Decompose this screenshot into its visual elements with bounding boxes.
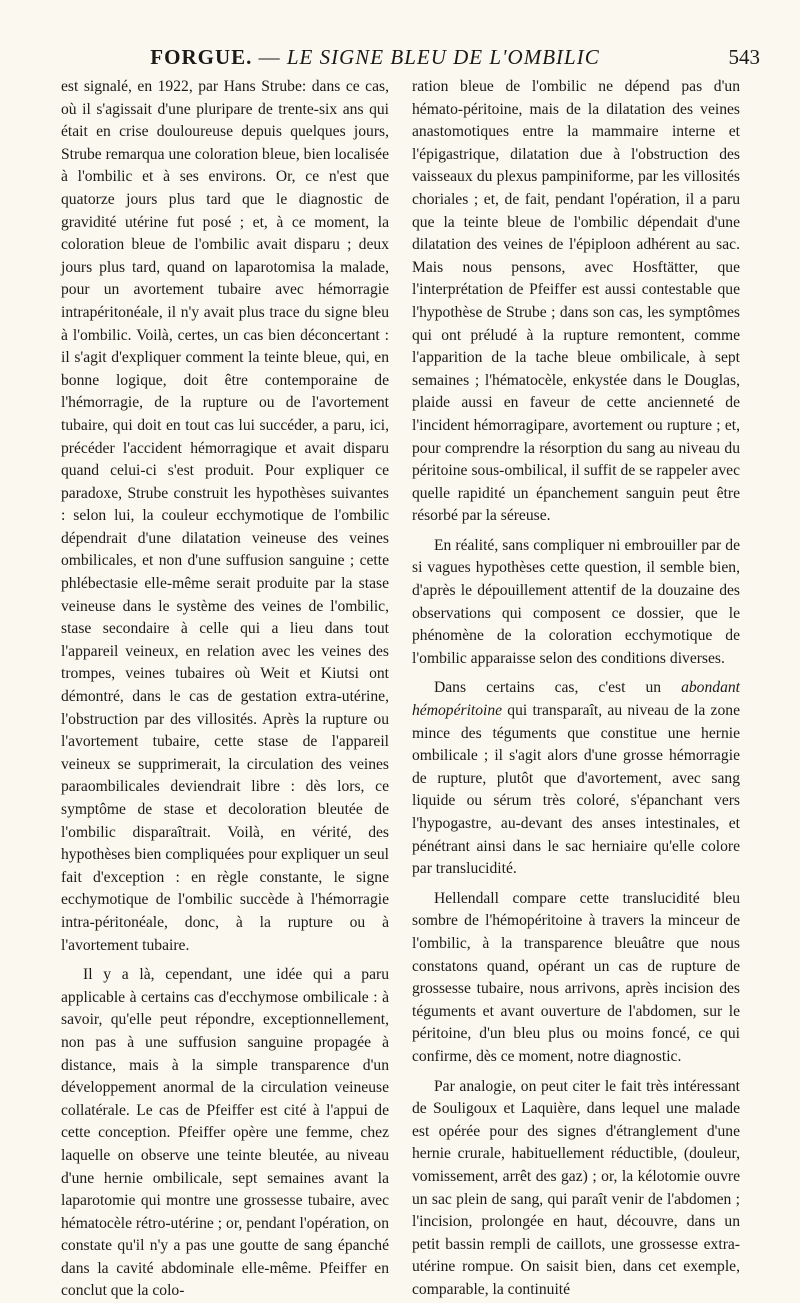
left-paragraph-2: Il y a là, cependant, une idée qui a paru applicable à certains cas d'ecchymose ombilicale : à savoir, qu'elle peut répondre, exceptionnellement, non pas à une suffusion sanguine propagée à distance, mais à la simple transparence d'un développement anormal de la circulation veineuse collatérale. Le cas de Pfeiffer est cité à l'appui de cette conception. Pfeiffer opère une femme, chez laquelle on observe une teinte bleutée, au niveau d'une hernie ombilicale, sept semaines avant la laparotomie qui montre une grossesse tubaire, avec hématocèle rétro-utérine ; or, pendant l'opération, on constate qu'il n'y a pas une goutte de sang épanché dans la cavité abdominale elle-même. Pfeiffer en conclut que la colo-	[61, 966, 389, 1300]
left-column	[61, 76, 389, 1303]
p3-rest: qui transparaît, au niveau de la zone mince des téguments que constitue une hernie ombilicale ; il s'agit alors d'une grosse hémorragie de rupture, plutôt que d'avortement, avec sang liquide ou sérum très coloré, s'épanchant vers l'hypogastre, au-devant des anses intestinales, et pénétrant ainsi dans le sac herniaire qu'elle colore par translucidité.	[412, 702, 740, 878]
right-paragraph-5: Par analogie, on peut citer le fait très intéressant de Souligoux et Laquière, dans lequel une malade est opérée pour des signes d'étranglement d'une hernie crurale, habituellement réductible, (douleur, vomissement, arrêt des gaz) ; or, la kélotomie ouvre un sac plein de sang, qui paraît venir de l'abdomen ; l'incision, prolongée en haut, découvre, dans un petit bassin rempli de caillots, une grossesse extra-utérine rompue. On saisit bien, dans cet exemple, comparable, la continuité	[412, 1077, 740, 1298]
page-number: 543	[728, 44, 760, 69]
right-paragraph-1: ration bleue de l'ombilic ne dépend pas d'un hémato-péritoine, mais de la dilatation des veines anastomotiques entre la mammaire interne et l'épigastrique, dilatation due à l'obstruction des vaisseaux du plexus pampiniforme, par les villosités choriales ; et, de fait, pendant l'opération, il a paru que la teinte bleue de l'ombilic dépendait d'une dilatation des veines de l'épiploon adhérent au sac. Mais nous pensons, avec Hosftätter, que l'interprétation de Pfeiffer est aussi contestable que l'hypothèse de Strube ; dans son cas, les symptômes qui ont préludé à la rupture remontent, comme l'apparition de la tache bleue ombilicale, à sept semaines ; l'hématocèle, enkystée dans le Douglas, plaide aussi en faveur de cette ancienneté de l'incident hémorragipare, avortement ou rupture ; et, pour comprendre la résorption du sang au niveau du péritoine sous-ombilical, il suffit de se rappeler avec quelle rapidité un épanchement sanguin peut être résorbé par la séreuse.	[412, 78, 740, 525]
header-author: FORGUE.	[150, 44, 253, 69]
left-paragraph-1: est signalé, en 1922, par Hans Strube: dans ce cas, où il s'agissait d'une pluripare de trente-six ans qui était en crise douloureuse depuis quelques jours, Strube remarqua une coloration bleue, bien localisée à l'ombilic et à ses environs. Or, ce n'est que quatorze jours plus tard que le diagnostic de gravidité utérine fut posé ; et, à ce moment, la coloration bleue de l'ombilic avait disparu ; deux jours plus tard, quand on laparotomisa la malade, pour un avortement tubaire avec hémorragie intrapéritonéale, il n'y avait plus trace du signe bleu à l'ombilic. Voilà, certes, un cas bien déconcertant : il s'agit d'expliquer comment la teinte bleue, qui, en bonne logique, doit être contemporaine de l'hémorragie, de la rupture ou de l'avortement tubaire, qui doit en tout cas lui succéder, a paru, ici, précéder l'accident hémorragique et avait disparu quand celui-ci s'est produit. Pour expliquer ce paradoxe, Strube construit les hypothèses suivantes : selon lui, la couleur ecchymotique de l'ombilic dépendrait d'une dilatation veineuse des veines ombilicales, et non d'une suffusion sanguine ; cette phlébectasie elle-même serait produite par la stase veineuse dans le système des veines de l'ombilic, stase secondaire à celle qui a lieu dans tout l'appareil veineux, en relation avec les veines des trompes, veines tubaires où Weit et Kiutsi ont démontré, dans le cas de gestation extra-utérine, l'obstruction par des villosités. Après la rupture ou l'avortement tubaire, cette stase de l'appareil veineux se supprimerait, la circulation des veines paraombilicales deviendrait libre : dès lors, ce symptôme de stase et decoloration bleutée de l'ombilic disparaîtrait. Voilà, en vérité, des hypothèses bien compliquées pour expliquer un seul fait d'exception : en règle constante, le signe ecchymotique de l'ombilic succède à l'hémorragie intra-péritonéale, donc, à la rupture ou à l'avortement tubaire.	[61, 78, 389, 954]
right-paragraph-3	[412, 677, 740, 880]
header-dash: —	[252, 44, 287, 69]
right-column	[412, 76, 740, 1301]
running-title	[60, 45, 690, 70]
running-header	[60, 40, 760, 74]
p3-lead: Dans certains cas, c'est un	[434, 679, 682, 697]
p3-italic: abondant hémopéritoine	[412, 679, 740, 720]
right-paragraph-2: En réalité, sans compliquer ni embrouiller par de si vagues hypothèses cette question, il semble bien, d'après le dépouillement attentif de la douzaine des observations qui composent ce dossier, que le phénomène de la coloration ecchymotique de l'ombilic apparaisse selon des conditions diverses.	[412, 536, 740, 667]
right-paragraph-4: Hellendall compare cette translucidité bleu sombre de l'hémopéritoine à travers la minceur de l'ombilic, à la transparence bleuâtre que nous constatons quand, opérant un cas de rupture de grossesse tubaire, nous arrivons, après incision des téguments et avant ouverture de l'abdomen, sur le péritoine, d'un bleu plus ou moins foncé, ce qui confirme, dès ce moment, notre diagnostic.	[412, 889, 740, 1065]
header-title: LE SIGNE BLEU DE L'OMBILIC	[286, 44, 600, 69]
